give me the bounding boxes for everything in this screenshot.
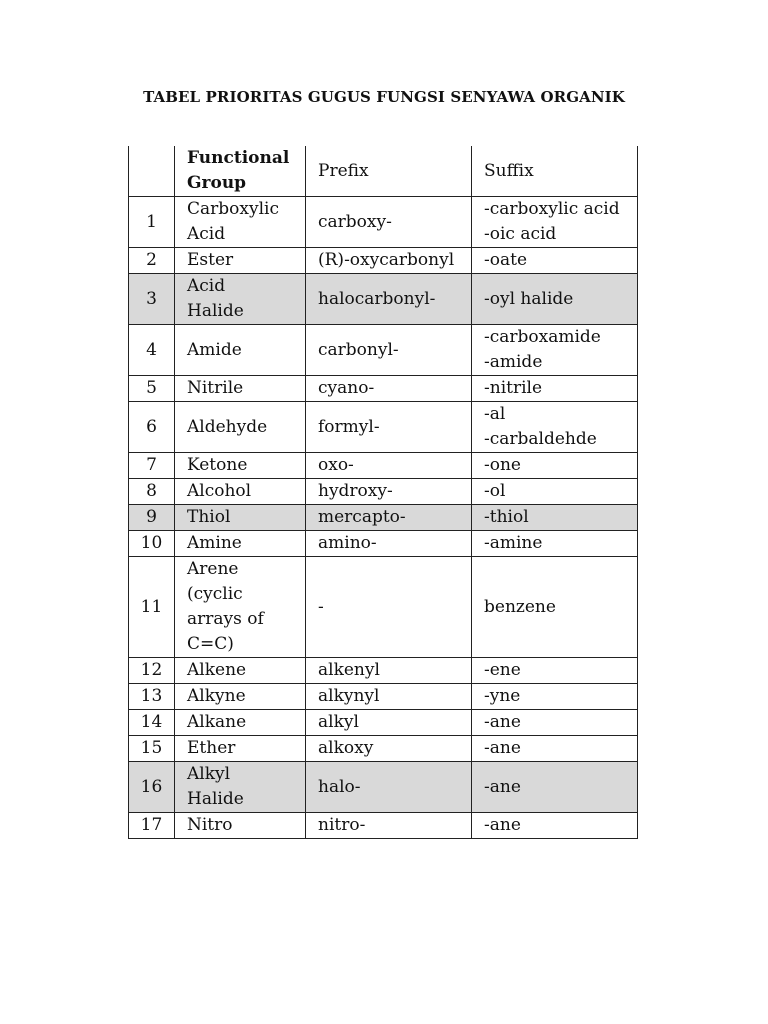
row-number: 16	[129, 762, 175, 813]
table-body	[129, 146, 638, 839]
row-functional-group-line: C=C)	[187, 634, 234, 654]
row-suffix	[472, 684, 638, 710]
row-number: 6	[129, 402, 175, 453]
row-prefix-line: alkoxy	[318, 738, 374, 758]
table-row	[129, 762, 638, 813]
row-number: 15	[129, 736, 175, 762]
row-prefix-line: nitro-	[318, 815, 366, 835]
table-row	[129, 531, 638, 557]
row-number: 7	[129, 453, 175, 479]
table-header-row	[129, 146, 638, 197]
table-row	[129, 736, 638, 762]
row-prefix-line: carboxy-	[318, 211, 392, 232]
header-suffix: Suffix	[472, 146, 638, 197]
row-prefix	[306, 658, 472, 684]
row-functional-group-line: Alkene	[187, 660, 247, 680]
header-num	[129, 146, 175, 197]
row-suffix	[472, 762, 638, 813]
row-functional-group-line: Aldehyde	[187, 416, 268, 437]
row-functional-group-line: Nitrile	[187, 378, 244, 398]
row-functional-group-line: arrays of	[187, 609, 264, 629]
row-suffix	[472, 557, 638, 658]
row-number: 17	[129, 813, 175, 839]
row-suffix-line: -al	[484, 404, 506, 424]
row-suffix-line: -ene	[484, 660, 521, 680]
row-prefix	[306, 479, 472, 505]
table-row	[129, 684, 638, 710]
row-functional-group	[175, 376, 306, 402]
row-suffix-line: -oate	[484, 250, 528, 270]
row-number: 8	[129, 479, 175, 505]
row-suffix	[472, 274, 638, 325]
row-suffix-line: -oic acid	[484, 224, 557, 244]
table-row	[129, 479, 638, 505]
row-prefix	[306, 557, 472, 658]
row-prefix	[306, 453, 472, 479]
header-group-line: Functional	[187, 148, 290, 168]
table-row	[129, 274, 638, 325]
row-functional-group-line: Acid	[187, 224, 226, 244]
row-suffix	[472, 505, 638, 531]
row-suffix-line: -ane	[484, 712, 521, 732]
row-functional-group	[175, 453, 306, 479]
row-prefix	[306, 736, 472, 762]
row-prefix	[306, 248, 472, 274]
row-functional-group	[175, 658, 306, 684]
row-functional-group-line: Halide	[187, 789, 244, 809]
row-suffix	[472, 376, 638, 402]
row-prefix	[306, 274, 472, 325]
row-functional-group	[175, 402, 306, 453]
table-row	[129, 813, 638, 839]
row-prefix	[306, 376, 472, 402]
table-row	[129, 557, 638, 658]
table-row	[129, 325, 638, 376]
row-prefix-line: (R)-oxycarbonyl	[318, 250, 455, 270]
row-suffix-line: -amide	[484, 352, 543, 372]
row-prefix-line: oxo-	[318, 455, 354, 475]
row-functional-group	[175, 274, 306, 325]
row-suffix-line: -ane	[484, 815, 521, 835]
row-suffix	[472, 710, 638, 736]
table-row	[129, 453, 638, 479]
row-functional-group	[175, 479, 306, 505]
row-suffix-line: -carboxamide	[484, 327, 601, 347]
row-suffix-line: -thiol	[484, 507, 529, 527]
row-functional-group-line: Carboxylic	[187, 199, 279, 219]
table-row	[129, 376, 638, 402]
row-suffix-line: -ane	[484, 738, 521, 758]
row-number: 10	[129, 531, 175, 557]
row-functional-group-line: Alkyne	[187, 686, 246, 706]
row-suffix-line: -ane	[484, 776, 521, 797]
row-functional-group-line: Alkyl	[187, 764, 231, 784]
row-prefix	[306, 762, 472, 813]
row-functional-group	[175, 531, 306, 557]
row-prefix-line: alkenyl	[318, 660, 380, 680]
row-prefix-line: hydroxy-	[318, 481, 393, 501]
table-row	[129, 197, 638, 248]
row-suffix-line: -one	[484, 455, 521, 475]
table-row	[129, 505, 638, 531]
row-suffix	[472, 197, 638, 248]
page-title: TABEL PRIORITAS GUGUS FUNGSI SENYAWA ORGANIK	[143, 88, 625, 106]
row-suffix-line: benzene	[484, 596, 556, 617]
row-number: 1	[129, 197, 175, 248]
row-functional-group-line: Amine	[187, 533, 242, 553]
row-prefix	[306, 813, 472, 839]
row-prefix-line: amino-	[318, 533, 377, 553]
table-row	[129, 248, 638, 274]
row-functional-group-line: Alcohol	[187, 481, 252, 501]
row-prefix-line: halocarbonyl-	[318, 288, 436, 309]
row-number: 13	[129, 684, 175, 710]
row-suffix-line: -ol	[484, 481, 506, 501]
row-suffix	[472, 813, 638, 839]
row-functional-group-line: Alkane	[187, 712, 247, 732]
row-functional-group	[175, 762, 306, 813]
row-functional-group	[175, 813, 306, 839]
row-number: 12	[129, 658, 175, 684]
table-row	[129, 710, 638, 736]
table-row	[129, 658, 638, 684]
row-functional-group	[175, 325, 306, 376]
row-prefix	[306, 325, 472, 376]
row-number: 4	[129, 325, 175, 376]
row-suffix	[472, 402, 638, 453]
header-prefix: Prefix	[306, 146, 472, 197]
row-suffix	[472, 736, 638, 762]
row-suffix-line: -carbaldehde	[484, 429, 597, 449]
table-row	[129, 402, 638, 453]
row-functional-group-line: Ether	[187, 738, 236, 758]
row-prefix	[306, 197, 472, 248]
row-suffix	[472, 531, 638, 557]
row-functional-group-line: Acid	[187, 276, 226, 296]
row-number: 3	[129, 274, 175, 325]
row-functional-group	[175, 684, 306, 710]
row-functional-group-line: Thiol	[187, 507, 231, 527]
row-prefix	[306, 505, 472, 531]
row-functional-group-line: Arene	[187, 559, 239, 579]
row-suffix-line: -yne	[484, 686, 521, 706]
row-functional-group-line: Amide	[187, 339, 242, 360]
header-group-line: Group	[187, 173, 247, 193]
header-group	[175, 146, 306, 197]
row-suffix-line: -carboxylic acid	[484, 199, 620, 219]
row-functional-group-line: Nitro	[187, 815, 233, 835]
row-suffix-line: -nitrile	[484, 378, 543, 398]
row-suffix	[472, 658, 638, 684]
row-prefix	[306, 684, 472, 710]
row-functional-group	[175, 557, 306, 658]
row-functional-group-line: Halide	[187, 301, 244, 321]
row-functional-group-line: Ester	[187, 250, 234, 270]
row-suffix	[472, 479, 638, 505]
row-functional-group	[175, 505, 306, 531]
row-prefix-line: halo-	[318, 776, 361, 797]
row-number: 5	[129, 376, 175, 402]
row-functional-group	[175, 248, 306, 274]
row-prefix-line: alkyl	[318, 712, 359, 732]
row-prefix	[306, 710, 472, 736]
row-prefix-line: formyl-	[318, 416, 380, 437]
row-prefix	[306, 531, 472, 557]
row-prefix-line: cyano-	[318, 378, 375, 398]
row-suffix	[472, 248, 638, 274]
row-functional-group-line: Ketone	[187, 455, 248, 475]
row-prefix-line: mercapto-	[318, 507, 406, 527]
row-number: 14	[129, 710, 175, 736]
row-suffix-line: -amine	[484, 533, 543, 553]
row-functional-group	[175, 710, 306, 736]
row-functional-group-line: (cyclic	[187, 584, 243, 604]
row-prefix-line: carbonyl-	[318, 339, 399, 360]
row-number: 2	[129, 248, 175, 274]
row-number: 9	[129, 505, 175, 531]
row-functional-group	[175, 736, 306, 762]
functional-group-table	[128, 146, 638, 839]
row-functional-group	[175, 197, 306, 248]
row-suffix-line: -oyl halide	[484, 288, 574, 309]
row-number: 11	[129, 557, 175, 658]
row-prefix	[306, 402, 472, 453]
row-suffix	[472, 325, 638, 376]
row-prefix-line: alkynyl	[318, 686, 380, 706]
row-prefix-line: -	[318, 596, 324, 617]
row-suffix	[472, 453, 638, 479]
